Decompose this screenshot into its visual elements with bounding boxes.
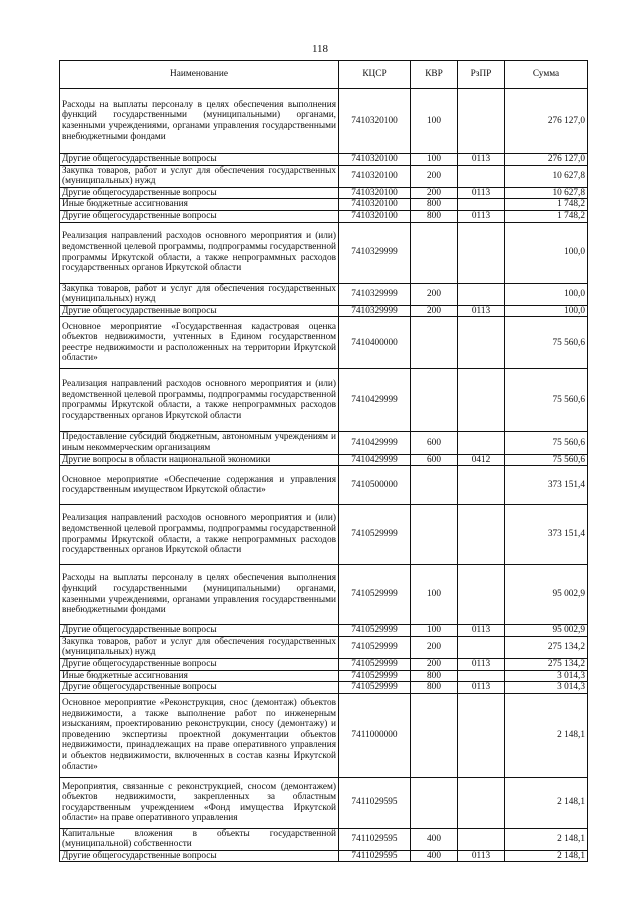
cell-kcsr: 7410529999 (339, 670, 411, 682)
cell-rzpr: 0113 (458, 154, 505, 166)
budget-table (59, 60, 588, 862)
cell-rzpr (458, 505, 505, 565)
cell-name: Другие общегосударственные вопросы (60, 305, 339, 317)
cell-name: Расходы на выплаты персоналу в целях обеспечения выполнения функций государственными (муниципальными) органами, казенными учреждениями, органами управления государственными внебюджетными фондами (60, 89, 339, 154)
cell-kcsr: 7410529999 (339, 625, 411, 637)
cell-rzpr: 0113 (458, 305, 505, 317)
cell-kcsr: 7410320100 (339, 165, 411, 187)
cell-rzpr (458, 670, 505, 682)
cell-sum: 10 627,8 (505, 165, 588, 187)
table-row (60, 283, 588, 305)
cell-kcsr: 7411029595 (339, 777, 411, 828)
table-header-row (60, 61, 588, 89)
cell-kcsr: 7410329999 (339, 222, 411, 283)
cell-rzpr (458, 777, 505, 828)
table-row (60, 222, 588, 283)
table-row (60, 670, 588, 682)
table-row (60, 432, 588, 454)
cell-sum: 100,0 (505, 222, 588, 283)
cell-sum: 1 748,2 (505, 210, 588, 222)
cell-kvr: 200 (411, 283, 458, 305)
cell-name: Основное мероприятие «Реконструкция, снос (демонтаж) объектов недвижимости, а также выполнение работ по инженерным изысканиям, проектированию реконструкции, сносу (демонтажу) и проведению экспертизы проектной документации объектов недвижимости, принадлежащих на праве оперативного управления и объектов недвижимости, включенных в состав казны Иркутской области» (60, 693, 339, 777)
cell-kvr: 800 (411, 670, 458, 682)
cell-kcsr: 7410320100 (339, 89, 411, 154)
cell-name: Реализация направлений расходов основного мероприятия и (или) ведомственной целевой программы, подпрограммы государственной программы Иркутской области, а также непрограммных расходов государственных органов Иркутской области (60, 222, 339, 283)
table-row (60, 777, 588, 828)
cell-rzpr: 0113 (458, 187, 505, 199)
header-rzpr: РзПР (458, 61, 505, 89)
table-row (60, 636, 588, 658)
table-row (60, 828, 588, 850)
cell-name: Закупка товаров, работ и услуг для обеспечения государственных (муниципальных) нужд (60, 636, 339, 658)
cell-rzpr (458, 199, 505, 211)
table-row (60, 682, 588, 694)
cell-kvr (411, 369, 458, 432)
cell-kvr: 600 (411, 454, 458, 466)
table-row (60, 165, 588, 187)
cell-name: Капитальные вложения в объекты государственной (муниципальной) собственности (60, 828, 339, 850)
cell-sum: 2 148,1 (505, 693, 588, 777)
cell-sum: 75 560,6 (505, 369, 588, 432)
cell-kcsr: 7410429999 (339, 369, 411, 432)
cell-kvr (411, 222, 458, 283)
cell-kcsr: 7411000000 (339, 693, 411, 777)
table-row (60, 210, 588, 222)
cell-rzpr (458, 283, 505, 305)
cell-kvr: 600 (411, 432, 458, 454)
cell-rzpr: 0113 (458, 210, 505, 222)
cell-kvr: 800 (411, 682, 458, 694)
cell-rzpr (458, 369, 505, 432)
cell-sum: 276 127,0 (505, 89, 588, 154)
cell-kcsr: 7410400000 (339, 317, 411, 369)
cell-rzpr (458, 317, 505, 369)
cell-kvr: 200 (411, 187, 458, 199)
cell-kvr (411, 693, 458, 777)
cell-kvr (411, 505, 458, 565)
cell-sum: 2 148,1 (505, 850, 588, 862)
cell-sum: 75 560,6 (505, 317, 588, 369)
cell-sum: 373 151,4 (505, 505, 588, 565)
cell-name: Другие общегосударственные вопросы (60, 682, 339, 694)
table-row (60, 317, 588, 369)
cell-kvr: 200 (411, 305, 458, 317)
cell-kvr: 100 (411, 89, 458, 154)
cell-sum: 95 002,9 (505, 625, 588, 637)
cell-kcsr: 7410429999 (339, 454, 411, 466)
cell-rzpr (458, 89, 505, 154)
table-body (60, 89, 588, 862)
cell-sum: 373 151,4 (505, 466, 588, 505)
header-sum: Сумма (505, 61, 588, 89)
table-row (60, 369, 588, 432)
cell-sum: 75 560,6 (505, 432, 588, 454)
cell-sum: 3 014,3 (505, 670, 588, 682)
table-row (60, 199, 588, 211)
table-row (60, 454, 588, 466)
cell-rzpr: 0113 (458, 682, 505, 694)
cell-kcsr: 7410320100 (339, 154, 411, 166)
table-row (60, 565, 588, 625)
cell-kvr: 200 (411, 658, 458, 670)
cell-kcsr: 7410429999 (339, 432, 411, 454)
cell-name: Мероприятия, связанные с реконструкцией, сносом (демонтажем) объектов недвижимости, закрепленных за областным государственным учреждением «Фонд имущества Иркутской области» на праве оперативного управления (60, 777, 339, 828)
cell-kvr: 400 (411, 850, 458, 862)
cell-kcsr: 7410529999 (339, 658, 411, 670)
cell-name: Другие общегосударственные вопросы (60, 625, 339, 637)
cell-rzpr (458, 636, 505, 658)
cell-kvr: 400 (411, 828, 458, 850)
cell-name: Реализация направлений расходов основного мероприятия и (или) ведомственной целевой программы, подпрограммы государственной программы Иркутской области, а также непрограммных расходов государственных органов Иркутской области (60, 505, 339, 565)
cell-kvr: 100 (411, 625, 458, 637)
table-row (60, 154, 588, 166)
table-row (60, 693, 588, 777)
cell-name: Другие общегосударственные вопросы (60, 187, 339, 199)
cell-rzpr: 0113 (458, 850, 505, 862)
cell-kcsr: 7410529999 (339, 636, 411, 658)
cell-rzpr: 0412 (458, 454, 505, 466)
page-number: 118 (311, 43, 329, 55)
cell-rzpr: 0113 (458, 658, 505, 670)
cell-kcsr: 7410329999 (339, 305, 411, 317)
cell-kvr: 200 (411, 165, 458, 187)
cell-kcsr: 7411029595 (339, 850, 411, 862)
cell-rzpr (458, 828, 505, 850)
table-row (60, 658, 588, 670)
cell-sum: 75 560,6 (505, 454, 588, 466)
cell-name: Закупка товаров, работ и услуг для обеспечения государственных (муниципальных) нужд (60, 165, 339, 187)
cell-kvr: 800 (411, 199, 458, 211)
cell-name: Закупка товаров, работ и услуг для обеспечения государственных (муниципальных) нужд (60, 283, 339, 305)
table-row (60, 850, 588, 862)
cell-sum: 1 748,2 (505, 199, 588, 211)
cell-kcsr: 7410529999 (339, 505, 411, 565)
cell-rzpr (458, 565, 505, 625)
table-row (60, 625, 588, 637)
cell-kcsr: 7410320100 (339, 187, 411, 199)
cell-kcsr: 7410529999 (339, 565, 411, 625)
cell-kcsr: 7410320100 (339, 210, 411, 222)
cell-sum: 100,0 (505, 283, 588, 305)
table-row (60, 466, 588, 505)
cell-kcsr: 7410320100 (339, 199, 411, 211)
table-row (60, 305, 588, 317)
cell-name: Другие общегосударственные вопросы (60, 850, 339, 862)
cell-sum: 275 134,2 (505, 658, 588, 670)
cell-rzpr (458, 693, 505, 777)
cell-kvr: 200 (411, 636, 458, 658)
cell-name: Основное мероприятие «Обеспечение содержания и управления государственным имуществом Иркутской области» (60, 466, 339, 505)
cell-kvr (411, 777, 458, 828)
cell-sum: 2 148,1 (505, 828, 588, 850)
table-row (60, 505, 588, 565)
cell-kvr: 100 (411, 565, 458, 625)
cell-rzpr (458, 432, 505, 454)
cell-kvr: 800 (411, 210, 458, 222)
table-row (60, 89, 588, 154)
cell-rzpr (458, 222, 505, 283)
cell-kcsr: 7410329999 (339, 283, 411, 305)
cell-kvr (411, 317, 458, 369)
cell-rzpr: 0113 (458, 625, 505, 637)
cell-sum: 100,0 (505, 305, 588, 317)
cell-rzpr (458, 165, 505, 187)
cell-kvr: 100 (411, 154, 458, 166)
cell-name: Другие общегосударственные вопросы (60, 154, 339, 166)
cell-sum: 2 148,1 (505, 777, 588, 828)
header-kcsr: КЦСР (339, 61, 411, 89)
table-row (60, 187, 588, 199)
cell-kcsr: 7410500000 (339, 466, 411, 505)
cell-name: Основное мероприятие «Государственная кадастровая оценка объектов недвижимости, учтенных в Едином государственном реестре недвижимости и расположенных на территории Иркутской области» (60, 317, 339, 369)
cell-kcsr: 7410529999 (339, 682, 411, 694)
cell-name: Иные бюджетные ассигнования (60, 199, 339, 211)
cell-kcsr: 7411029595 (339, 828, 411, 850)
cell-sum: 275 134,2 (505, 636, 588, 658)
cell-name: Предоставление субсидий бюджетным, автономным учреждениям и иным некоммерческим организациям (60, 432, 339, 454)
cell-name: Реализация направлений расходов основного мероприятия и (или) ведомственной целевой программы, подпрограммы государственной программы Иркутской области, а также непрограммных расходов государственных органов Иркутской области (60, 369, 339, 432)
cell-name: Расходы на выплаты персоналу в целях обеспечения выполнения функций государственными (муниципальными) органами, казенными учреждениями, органами управления государственными внебюджетными фондами (60, 565, 339, 625)
cell-sum: 10 627,8 (505, 187, 588, 199)
cell-rzpr (458, 466, 505, 505)
header-kvr: КВР (411, 61, 458, 89)
cell-sum: 95 002,9 (505, 565, 588, 625)
cell-name: Иные бюджетные ассигнования (60, 670, 339, 682)
cell-name: Другие вопросы в области национальной экономики (60, 454, 339, 466)
cell-kvr (411, 466, 458, 505)
cell-name: Другие общегосударственные вопросы (60, 658, 339, 670)
cell-name: Другие общегосударственные вопросы (60, 210, 339, 222)
header-name: Наименование (60, 61, 339, 89)
cell-sum: 3 014,3 (505, 682, 588, 694)
cell-sum: 276 127,0 (505, 154, 588, 166)
